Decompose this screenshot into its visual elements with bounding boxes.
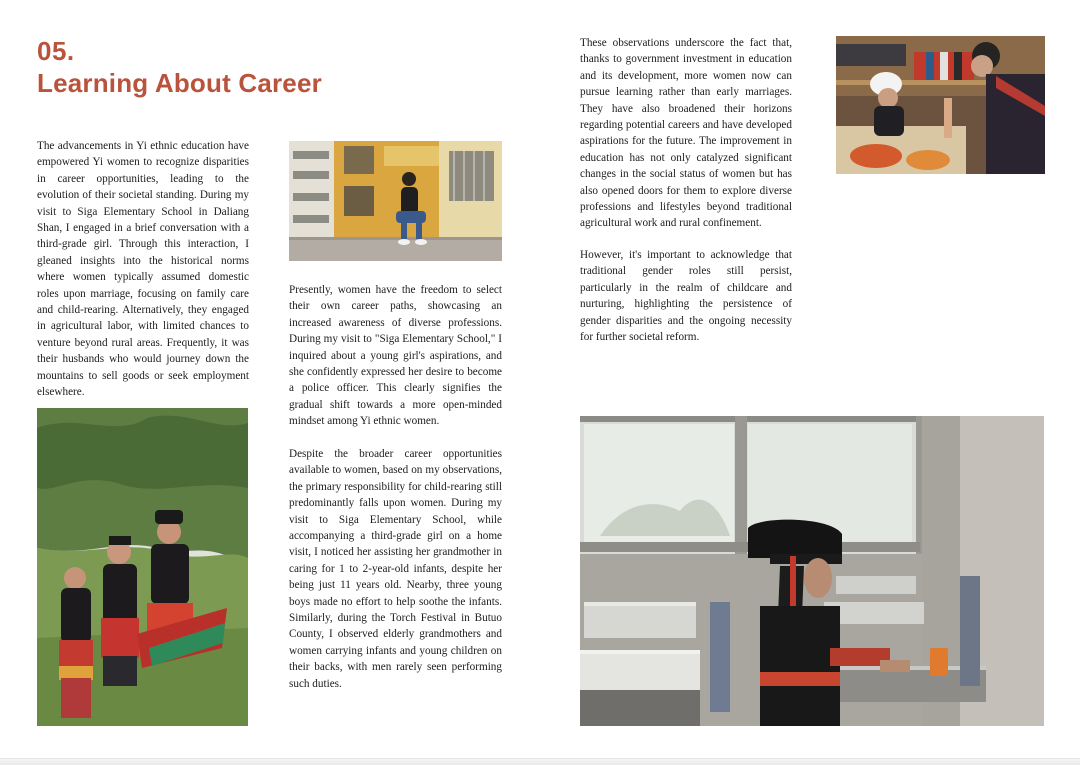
gender-roles-paragraph: However, it's important to acknowledge that traditional gender roles still persist, particularly in the realm of childcare and nurturing, highlighting the persistence of gender disparities and the ongoing necessity for further societal reform.: [580, 249, 792, 344]
career-paths-paragraph: Presently, women have the freedom to select their own career paths, showcasing an increased awareness of diverse professions. During my visit to "Siga Elementary School," I inquired about a young girl's aspirations, and she confidently expressed her desire to become a police officer. This clearly signifies the gradual shift towards a more open-minded mindset among Yi ethnic women.: [289, 284, 502, 428]
photo-girl-in-classroom: [580, 416, 1044, 726]
intro-paragraph: The advancements in Yi ethnic education have empowered Yi women to recognize disparities in career opportunities, leading to the evolution of their societal standing. During my visit to Siga Elementary School in Daliang Shan, I engaged in a brief conversation with a third-grade girl. Through this interaction, I gleaned insights into the historical norms where women typically assumed domestic roles upon marriage, focusing on family care and child-rearing. Alternatively, they engaged in agricultural labor, with limited chances to venture beyond rural areas. Frequently, it was their husbands who would journey down the mountains to sell goods or seek employment elsewhere.: [37, 140, 249, 399]
photo-girl-on-school-steps: [289, 141, 502, 261]
section-number: 05.: [37, 36, 75, 66]
child-rearing-paragraph: Despite the broader career opportunities available to women, based on my observations, the primary responsibility for child-rearing still predominantly falls upon women. During my visit to Siga Elementary School, while accompanying a third-grade girl on a home visit, I noticed her assisting her grandmother in caring for 1 to 2-year-old infants, despite her being just 11 years old. Nearby, three young boys made no effort to help soothe the infants. Similarly, during the Torch Festival in Butuo County, I observed elderly grandmothers and women carrying infants and young children on their backs, with men rarely seen performing such duties.: [289, 448, 502, 690]
section-title: Learning About Career: [37, 68, 322, 98]
observations-paragraph: These observations underscore the fact that, thanks to government investment in education and its development, more women now can pursue learning rather than early marriages. They have also broadened their horizons regarding potential careers and have developed aspirations for the future. The improvement in education has not only catalyzed significant changes in the social status of women but has also opened doors for them to explore diverse professions and lifestyles beyond traditional agricultural work and rural confinement.: [580, 37, 792, 230]
page-bottom-edge: [0, 758, 1080, 765]
photo-painting-in-library: [836, 36, 1045, 174]
photo-children-traditional-dress: [37, 408, 248, 726]
